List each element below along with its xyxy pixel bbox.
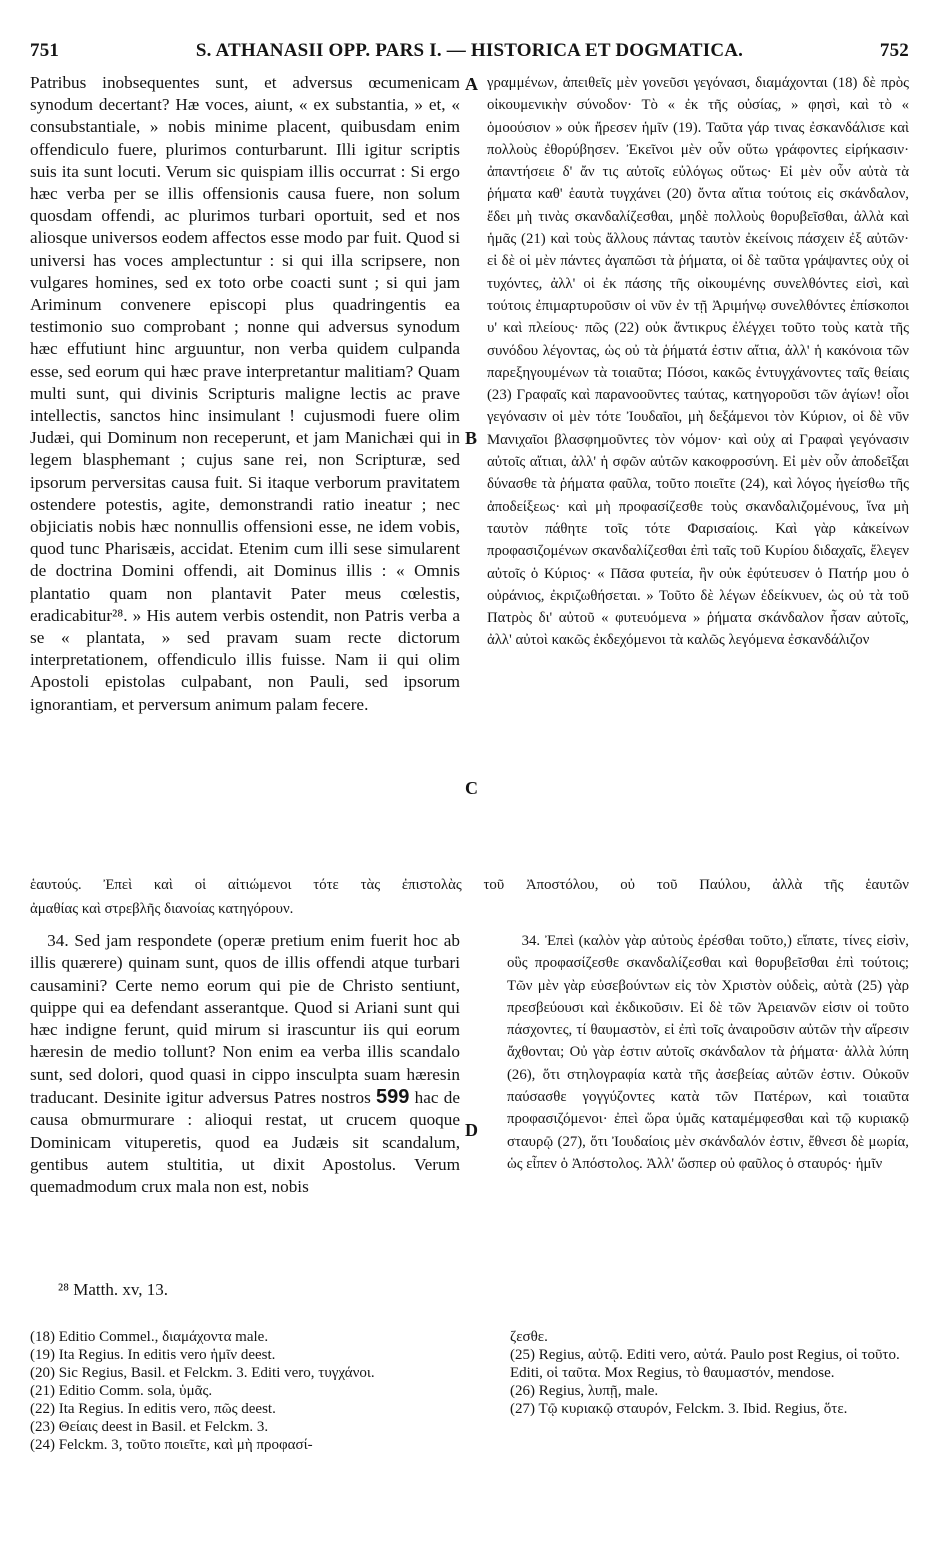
margin-letter-d: D [465,1120,478,1140]
bridge-line-2: ἀμαθίας καὶ στρεβλῆς διανοίας κατηγόρουν. [30,901,294,917]
note-23: (23) Θείαις deest in Basil. et Felckm. 3. [30,1419,269,1435]
greek-paragraph-top: γραμμένων, ἀπειθεῖς μὲν γονεῦσι γεγόνασι, διαμάχονται (18) δὲ πρὸς οἰκουμενικὴν σύνοδον· Τὸ « ἐκ τῆς οὐσίας, » φησὶ, καὶ τὸ « ὁμοούσιον » οὐκ ἤρεσεν ἡμῖν (19). Ταῦτα γάρ τινας ἐσκανδάλισε καὶ πολλοὺς ἐθορύβησεν. Ἐκεῖνοι μὲν οὖν οὕτω γράφοντες εἰρήκασιν· ἀπαντήσειε δ' ἄν τις αὐτοῖς εὐλόγως οὕτως· Εἰ μὲν οὖν αὐτὰ τὰ ῥήματα καθ' ἑαυτὰ τυγχάνει (20) ὄντα αἴτια τούτοις εἰς σκάνδαλον, ἔδει μὴ τινὰς σκανδαλίζεσθαι, μηδὲ πολλοὺς θορυβεῖσθαι, ἀλλὰ καὶ ἡμᾶς (21) καὶ τοὺς ἄλλους πάντας ταυτὸν ἐκείνοις πάσχειν ἐξ αὐτῶν· εἰ δὲ οἱ μὲν πάντες ἀγαπῶσι τὰ ῥήματα, οἱ δὲ ταῦτα γράψαντες οὐχ οἱ τυχόντες, ἀλλ' οἱ ἐκ πάσης τῆς οἰκουμένης συνελθόντες εἰσὶ, καὶ τούτοις ἐπιμαρτυροῦσιν οἱ νῦν ἐν τῇ Ἀριμήνῳ συνελθόντες ἐπίσκοποι υ' καὶ πλείους· πῶς (22) οὐκ ἄντικρυς ἐλέγχει τοῦτο τοὺς κατὰ τῆς συνόδου λέγοντας, ὡς οὐ τὰ ῥήματά ἐστιν αἴτια, ἀλλ' ἡ κακόνοια τῶν παρεξηγουμένων τὰ τοιαῦτα; Πόσοι, κακῶς ἐντυγχάνοντες ταῖς θείαις (23) Γραφαῖς καὶ παρανοοῦντες ταύτας, κατηγοροῦσι τῶν ἁγίων! οἷοι γεγόνασιν οἱ μὲν τότε Ἰουδαῖοι, μὴ δεξάμενοι τὸν Κύριον, οἱ δὲ νῦν Μανιχαῖοι βλασφημοῦντες τὸν νόμον· καὶ οὐχ αἱ Γραφαὶ γεγόνασιν αὐτοῖς αἴτιαι, ἀλλ' ἡ σφῶν αὐτῶν κακοφροσύνη. Εἰ μὲν οὖν ἀποδεῖξαι δύνασθε τὰ ῥήματα φαῦλα, τοῦτο ποιεῖτε (24), καὶ λόγος ἡγείσθω τῆς ἀποδείξεως· καὶ μὴ προφασίζεσθε τοὺς σκανδαλιζομένους, ἵνα μὴ ταυτὸν πάθητε τοῖς τότε Φαρισαίοις. Καὶ γὰρ κἀκείνων προφασιζομένων σκανδαλίζεσθαι ἐπὶ ταῖς τοῦ Κυρίου διδαχαῖς, ἔλεγεν αὐτοῖς ὁ Κύριος· « Πᾶσα φυτεία, ἣν οὐκ ἐφύτευσεν ὁ Πατήρ μου ὁ οὐράνιος, ἐκριζωθήσεται. » Τοῦτο δὲ λέγων ἐδείκνυεν, ὡς οὐ τὰ τοῦ Πατρὸς δι' αὐτοῦ « φυτευόμενα » ῥήματα σκάνδαλον ἦσαν αὐτοῖς, ἀλλ' αὐτοὶ κακῶς ἐκδεχόμενοι τὰ καλῶς λεγόμενα ἐσκανδάλιζον [487,75,909,649]
note-27: (27) Τῷ κυριακῷ σταυρόν, Felckm. 3. Ibid. Regius, ὅτε. [510,1401,848,1417]
note-24: (24) Felckm. 3, τοῦτο ποιεῖτε, καὶ μὴ προφασί- [30,1437,313,1453]
note-20: (20) Sic Regius, Basil. et Felckm. 3. Editi vero, τυγχάνοι. [30,1365,375,1381]
latin-paragraph-top: Patribus inobsequentes sunt, et adversus œcumenicam synodum decertant? Hæ voces, aiunt, « ex substantia, » et, « consubstantiale, » nobis minime placent, quibusdam enim offendiculo fuere, plurimos conturbarunt. Illi igitur scriptis suis ita sunt locuti. Verum sic quispiam illis occurrat : Si ergo hæc verba per se illis offensionis causa fuere, non solum quosdam offendi, ac plurimos turbari oportuit, sed et nos aliosque universos eodem affectos esse modo par fuit. Quod si universi has voces amplectuntur : si qui illa scripsere, non vulgares homines, sed ex toto orbe coacti sunt ; si qui jam Ariminum convenere episcopi plus quadringentis ea testimonio suo comprobant ; nonne qui adversus synodum hæc effutiunt hinc arguuntur, non verba quidem culpanda esse, sed eorum qui hæc prave interpretantur malitiam? Quam multi sunt, qui divinis Scripturis maligne lectis ac prave intellectis, sanctos hinc insimulant ! cujusmodi fuere olim Judæi, qui Dominum non receperunt, et jam Manichæi qui in legem blasphemant ; cujus sane rei, non Scripturæ, sed ipsorum perversitas causa fuit. Si itaque verborum pravitatem ostendere potestis, agite, demonstrandi ratio ineatur ; nec objiciatis nobis hæc nonnullis offensioni esse, ne idem vobis, quod tunc Pharisæis, accidat. Etenim cum illi sese simularent de doctrina Domini offendi, ait Dominus illis : « Omnis plantatio quam non plantavit Pater meus cœlestis, eradicabitur²⁸. » His autem verbis ostendit, non Patris verba a se « plantata, » sed pravam suam recte dictorum interpretationem, offendiculo illis fuisse. Nam ii qui olim Apostoli epistolas culpabant, non Pauli, sed ipsorum ignorantiam, et perversum animum palam fecere. [30,73,460,714]
latin-paragraph-34 [30,930,460,1199]
critical-notes-right [510,1328,909,1418]
latin-text-after-marker: hac de causa obmurmurare : alioqui restat, ut crucem quoque Dominicam vituperetis, quod ea Judæis sit scandalum, gentibus autem stultitia, ut dixit Apostolus. Verum quemadmodum crux mala non est, nobis [30,1088,460,1197]
running-head [30,40,909,70]
greek-section-number: 34. [521,933,541,949]
margin-letter-a: A [465,74,478,94]
note-25: (25) Regius, αὐτῷ. Editi vero, αὐτά. Paulo post Regius, οἱ τοῦτο. Editi, οἱ ταῦτα. Mox Regius, τὸ θαυμαστόν, mendose. [510,1347,900,1381]
page-number-right: 752 [879,40,909,61]
page-marker: 599 [376,1086,410,1109]
note-19: (19) Ita Regius. In editis vero ἡμῖν deest. [30,1347,276,1363]
critical-notes-left [30,1328,460,1454]
latin-column-top [30,72,460,716]
margin-letter-c: C [465,778,478,798]
bridge-line-1: ἑαυτούς. Ἐπεὶ καὶ οἱ αἰτιώμενοι τότε τὰς ἐπιστολὰς τοῦ Ἀποστόλου, οὐ τοῦ Παύλου, ἀλλὰ τῆς ἑαυτῶν [30,877,909,893]
scripture-footnote: ²⁸ Matth. xv, 13. [58,1280,169,1299]
greek-paragraph-34 [507,930,909,1175]
greek-column-top [487,72,909,652]
latin-column-bottom [30,930,460,1199]
note-24-continued: ζεσθε. [510,1329,548,1345]
page-number-left: 751 [30,40,60,61]
running-title: S. ATHANASII OPP. PARS I. — HISTORICA ET DOGMATICA. [195,40,744,61]
greek-section-text: Ἐπεὶ (καλὸν γὰρ αὐτοὺς ἐρέσθαι τοῦτο,) εἴπατε, τίνες εἰσὶν, οὓς προφασίζεσθε σκανδαλίζεσθαι καὶ θορυβεῖσθαι ἐπὶ τούτοις; Τῶν μὲν γὰρ εὐσεβούντων εἰς τὸν Χριστὸν οὐδεὶς, αὐτὰ (25) γὰρ πρεσβεύουσι καὶ ἐκδικοῦσιν. Εἰ δὲ τῶν Ἀρειανῶν εἰσιν οἱ τοῦτο πάσχοντες, τί θαυμαστὸν, εἰ ἐπὶ τοῖς ἀναιροῦσιν αὐτῶν τὴν αἵρεσιν ἄχθονται; Οὐ γὰρ ἐστιν αὐτοῖς σκάνδαλον τὰ ῥήματα· ἀλλὰ λύπη (26), ὅτι στηλογραφία κατὰ τῆς ἀσεβείας αὐτῶν ἐστιν. Οὐκοῦν παύσασθε γογγύζοντες κατὰ τῶν Πατέρων, καὶ τοιαῦτα προφασιζόμενοι· ἐπεὶ ὥρα ὑμᾶς καταμέμφεσθαι καὶ τῷ κυριακῷ σταυρῷ (27), ὅτι Ἰουδαίοις μὲν σκάνδαλόν ἐστιν, ἔθνεσι δὲ μωρία, ὡς εἶπεν ὁ Ἀπόστολος. Ἀλλ' ὥσπερ οὐ φαῦλος ὁ σταυρός· ἡμῖν [507,933,909,1172]
latin-section-number: 34. [47,931,69,950]
note-18: (18) Editio Commel., διαμάχοντα male. [30,1329,269,1345]
note-26: (26) Regius, λυπῇ, male. [510,1383,659,1399]
greek-column-bottom [507,930,909,1175]
note-21: (21) Editio Comm. sola, ὑμᾶς. [30,1383,213,1399]
latin-text-before-marker: Sed jam respondete (operæ pretium enim fuerit hoc ab illis quærere) quinam sunt, quos de illis offendi atque turbari causamini? Certe nemo eorum qui pie de Christo sentiunt, quippe qui ea defendant asserantque. Quod si Ariani sunt qui hæc indigne ferunt, quid mirum si irascuntur iis qui eorum hæresin de medio tollunt? Non enim ea verba illis scandalo sunt, sed dolori, quod quasi in cippo insculpta suam hæresin traducant. Desinite igitur adversus Patres nostros [30,931,460,1108]
margin-letter-b: B [465,428,478,448]
note-22: (22) Ita Regius. In editis vero, πῶς deest. [30,1401,276,1417]
